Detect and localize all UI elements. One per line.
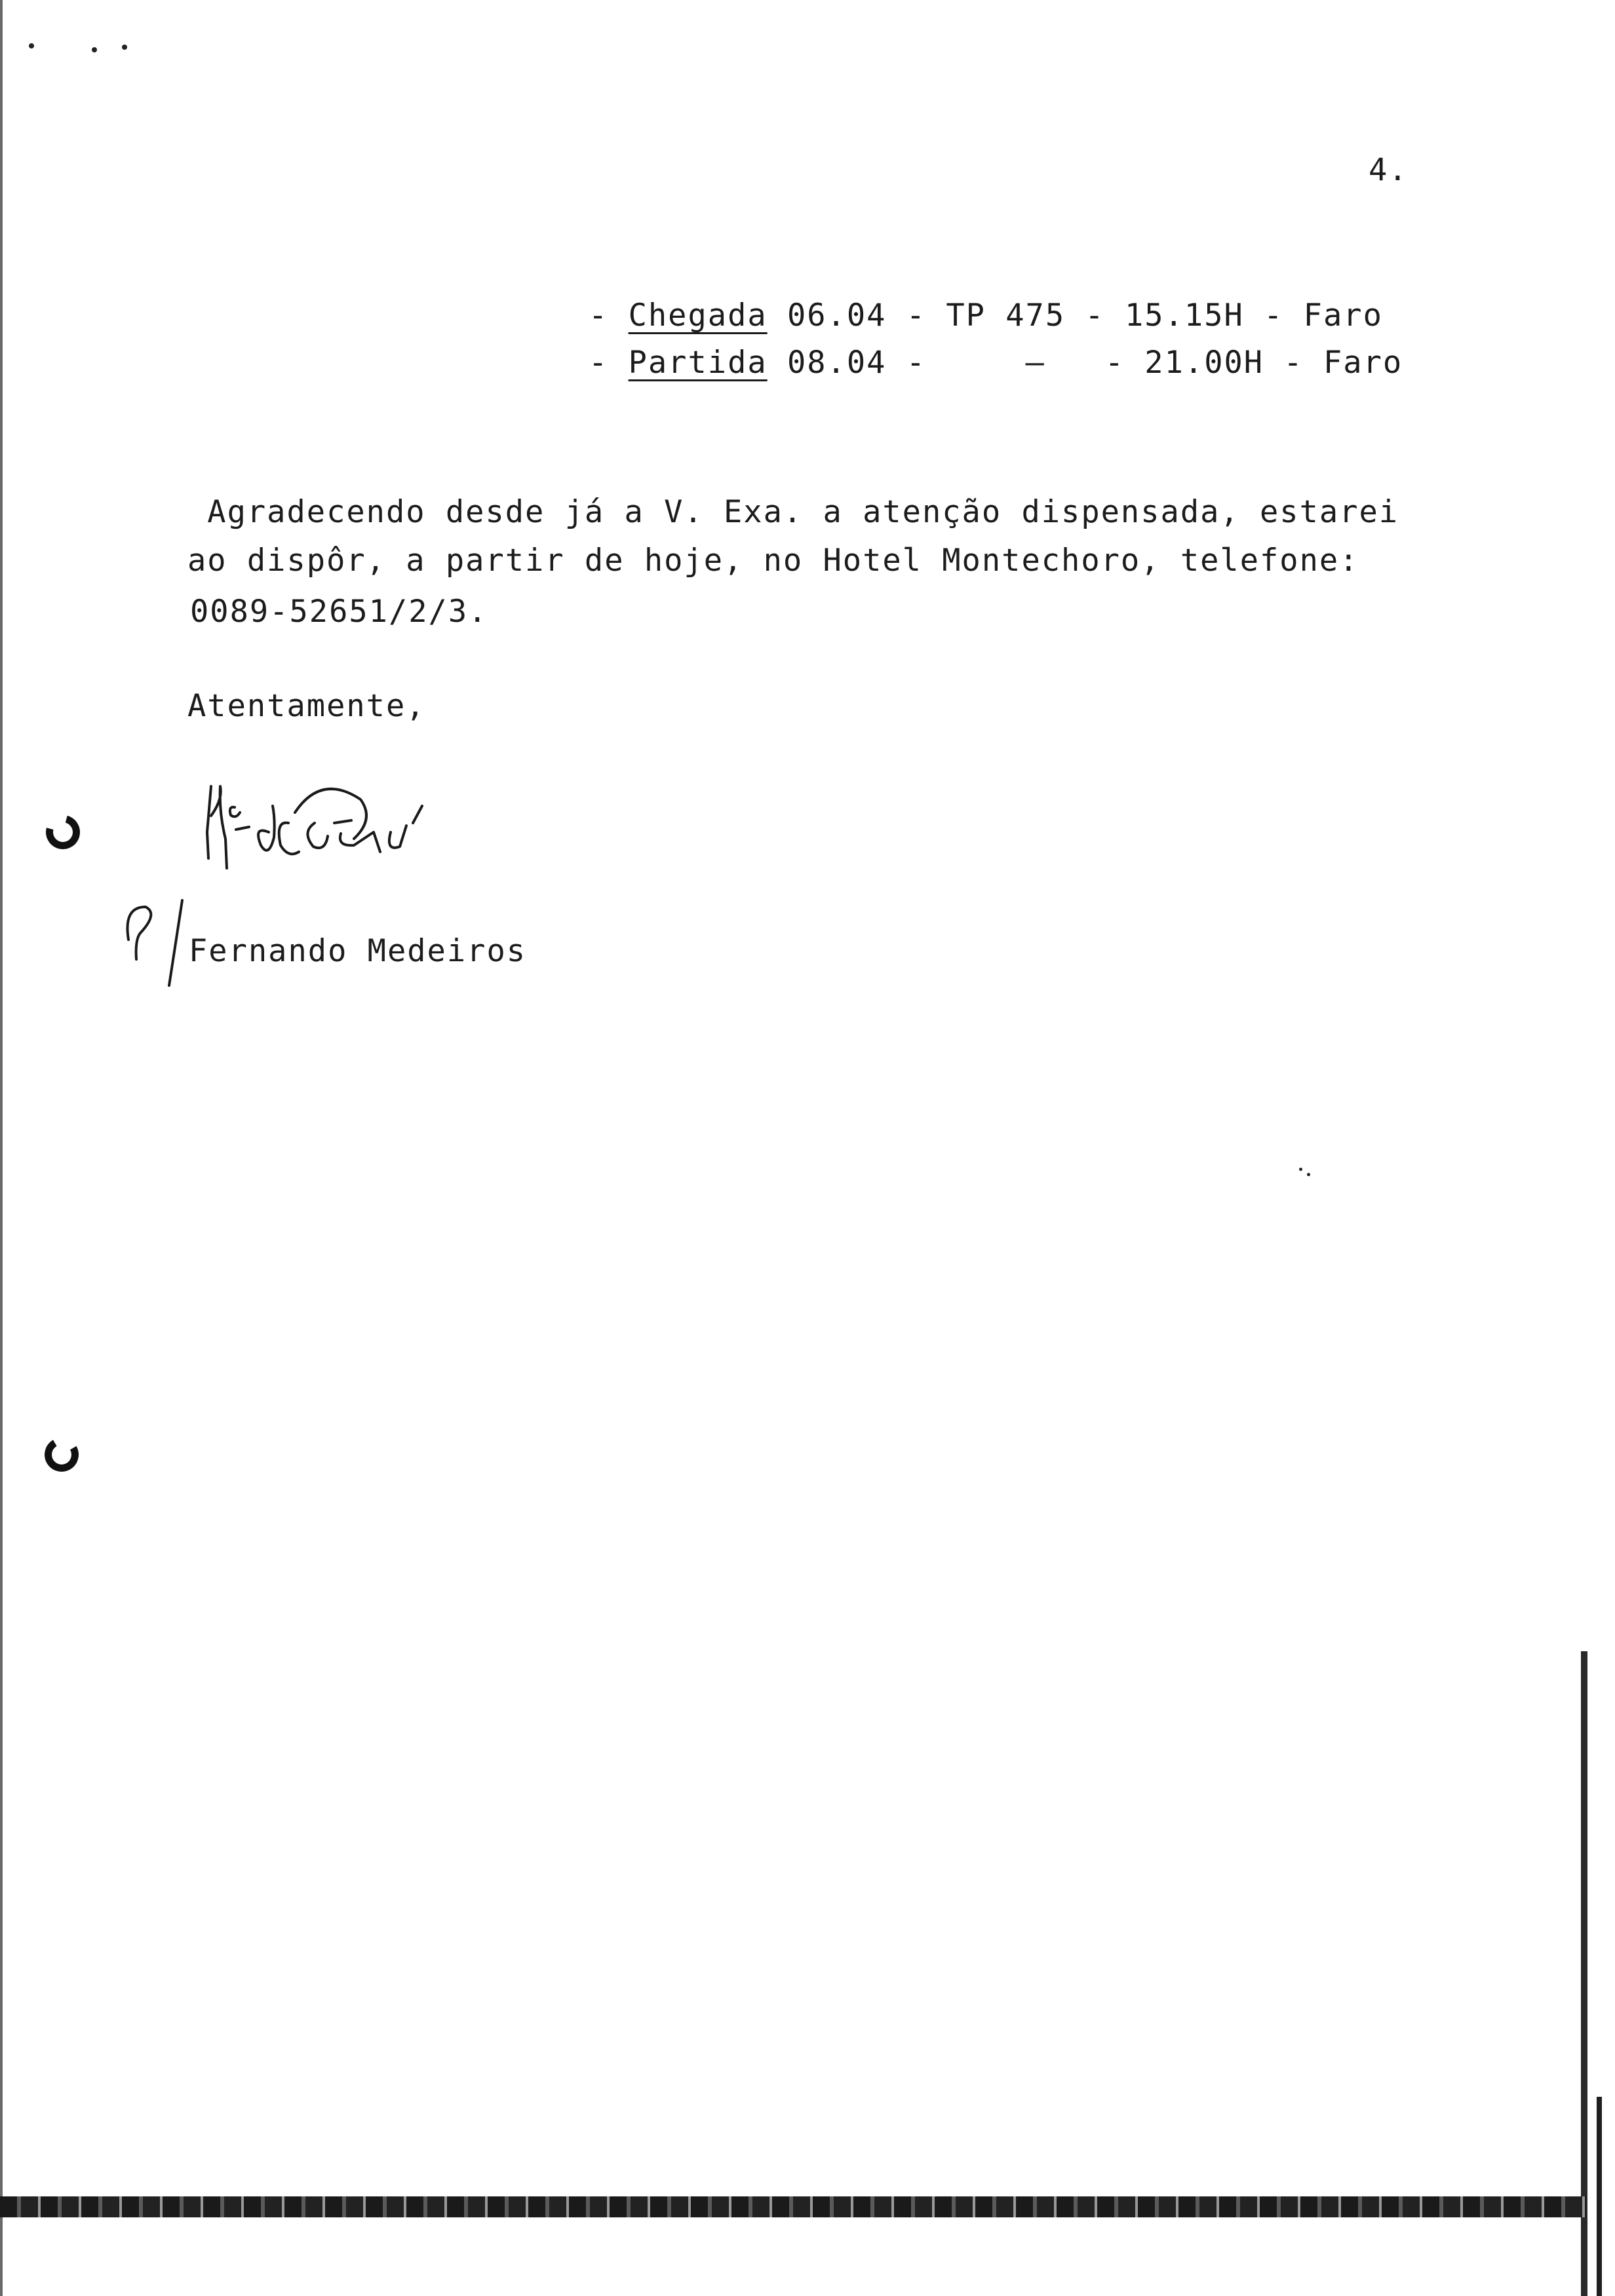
punch-hole [41,1434,83,1476]
schedule-dash: - [589,297,609,334]
signatory-name: Fernando Medeiros [189,933,527,969]
scan-speck [1299,1168,1302,1171]
scan-speck [122,45,127,50]
scan-speck [92,47,97,52]
schedule-dash: - [589,345,609,381]
schedule-details: 06.04 - TP 475 - 15.15H - Faro [787,297,1383,334]
body-line: 0089-52651/2/3. [190,594,488,630]
schedule-details: 08.04 - — - 21.00H - Faro [787,345,1403,381]
scan-left-edge [0,0,3,2296]
scan-speck [29,43,34,48]
body-line: ao dispôr, a partir de hoje, no Hotel Montechoro, telefone: [187,543,1359,579]
closing: Atentamente, [187,688,426,724]
scan-right-edge [1597,2097,1602,2296]
handwritten-signature [197,760,485,871]
schedule-row [589,345,1403,381]
scan-speck [1307,1173,1310,1176]
page-number: 4. [1369,152,1409,188]
scan-bottom-band [0,2196,1586,2217]
signature-prefix-mark [119,894,198,992]
body-line: Agradecendo desde já a V. Exa. a atenção dispensada, estarei [187,494,1399,530]
schedule-label: Chegada [628,297,768,334]
punch-hole [39,809,86,855]
schedule-row [589,297,1383,334]
schedule-label: Partida [628,345,768,381]
